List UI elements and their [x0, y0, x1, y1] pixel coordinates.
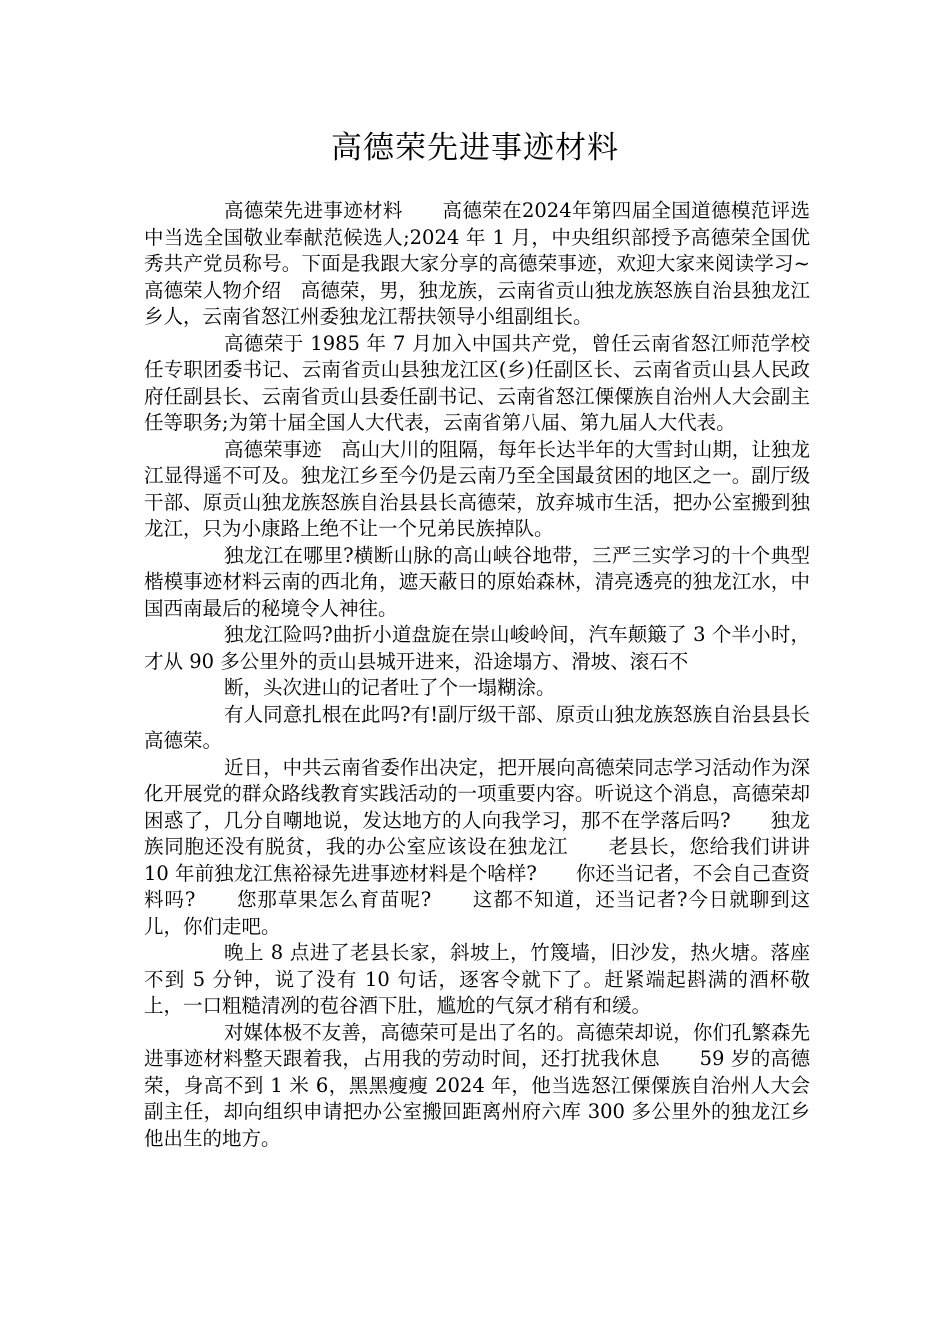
paragraph-deeds: 高德荣事迹 高山大川的阻隔，每年长达半年的大雪封山期，让独龙江显得遥不可及。独龙江乡至今仍是云南乃至全国最贫困的地区之一。副厅级干部、原贡山独龙族怒族自治县县长高德荣，放弃城市生活，把办公室搬到独龙江，只为小康路上绝不让一个兄弟民族掉队。 [144, 437, 810, 540]
paragraph-intro: 高德荣先进事迹材料 高德荣在2024年第四届全国道德模范评选中当选全国敬业奉献范候选人;2024 年 1 月，中央组织部授予高德荣全国优秀共产党员称号。下面是我跟大家分享的高德荣事迹，欢迎大家来阅读学习~ 高德荣人物介绍 高德荣，男，独龙族，云南省贡山独龙族怒族自治县独龙江乡人，云南省怒江州委独龙江帮扶领导小组副组长。 [144, 199, 830, 328]
paragraph-road-continued: 断，头次进山的记者吐了个一塌糊涂。 [224, 676, 556, 699]
document-body [144, 198, 830, 1152]
paragraph-rooted: 有人同意扎根在此吗?有!副厅级干部、原贡山独龙族怒族自治县县长高德荣。 [144, 702, 810, 752]
paragraph-decision: 近日，中共云南省委作出决定，把开展向高德荣同志学习活动作为深化开展党的群众路线教育实践活动的一项重要内容。听说这个消息，高德荣却困惑了，几分自嘲地说，发达地方的人向我学习，那不在学落后吗? 独龙族同胞还没有脱贫，我的办公室应该设在独龙江 老县长，您给我们讲讲 10 年前独龙江焦裕禄先进事迹材料是个啥样? 你还当记者，不会自己查资料吗? 您那草果怎么育苗呢? 这都不知道，还当记者?今日就聊到这儿，你们走吧。 [144, 755, 810, 938]
paragraph-career: 高德荣于 1985 年 7 月加入中国共产党，曾任云南省怒江师范学校任专职团委书记、云南省贡山县独龙江区(乡)任副区长、云南省贡山县人民政府任副县长、云南省贡山县委任副书记、云南省怒江傈僳族自治州人大会副主任等职务;为第十届全国人大代表，云南省第八届、第九届人大代表。 [144, 331, 810, 434]
paragraph-location: 独龙江在哪里?横断山脉的高山峡谷地带，三严三实学习的十个典型楷模事迹材料云南的西北角，遮天蔽日的原始森林，清亮透亮的独龙江水，中国西南最后的秘境令人神往。 [144, 543, 810, 620]
document-title: 高德荣先进事迹材料 [331, 130, 619, 166]
paragraph-evening-visit: 晚上 8 点进了老县长家，斜坡上，竹篾墙，旧沙发，热火塘。落座不到 5 分钟，说了没有 10 句话，逐客令就下了。赶紧端起斟满的酒杯敬上，一口粗糙清冽的苞谷酒下肚，尴尬的气氛才稍有和缓。 [144, 941, 810, 1017]
paragraph-road: 独龙江险吗?曲折小道盘旋在崇山峻岭间，汽车颠簸了 3 个半小时，才从 90 多公里外的贡山县城开进来，沿途塌方、滑坡、滚石不 [144, 623, 810, 673]
paragraph-media: 对媒体极不友善，高德荣可是出了名的。高德荣却说，你们孔繁森先进事迹材料整天跟着我，占用我的劳动时间，还打扰我休息 59 岁的高德荣，身高不到 1 米 6，黑黑瘦瘦 2024 年，他当选怒江傈僳族自治州人大会副主任，却向组织申请把办公室搬回距离州府六库 300 多公里外的独龙江乡他出生的地方。 [144, 1020, 810, 1150]
